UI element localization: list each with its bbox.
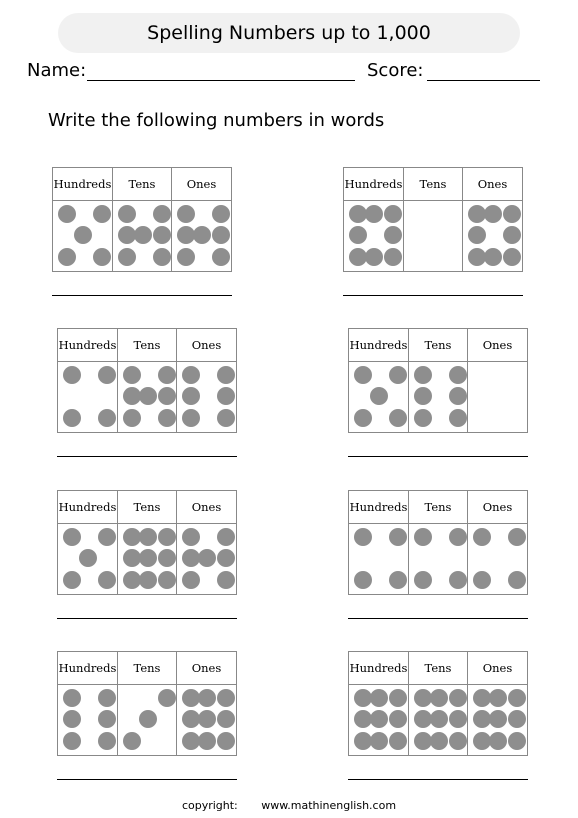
counter-dot <box>98 732 116 750</box>
column-header-hundreds: Hundreds <box>349 491 409 524</box>
counter-dot <box>139 571 157 589</box>
counter-dot <box>123 732 141 750</box>
counter-dot <box>389 732 407 750</box>
counter-dot <box>63 366 81 384</box>
counter-dot <box>98 571 116 589</box>
counter-dot <box>468 226 486 244</box>
counter-dot <box>93 205 111 223</box>
counter-dot <box>198 689 216 707</box>
name-field[interactable] <box>87 80 355 81</box>
column-header-hundreds: Hundreds <box>349 329 409 362</box>
counter-dot <box>508 732 526 750</box>
counter-dot <box>153 205 171 223</box>
counter-dot <box>389 689 407 707</box>
counter-dot <box>158 689 176 707</box>
counter-dot <box>503 205 521 223</box>
place-value-table <box>52 167 232 272</box>
counter-dot <box>414 528 432 546</box>
counter-dot <box>158 387 176 405</box>
counter-dot <box>430 732 448 750</box>
answer-line[interactable] <box>348 779 528 780</box>
answer-line[interactable] <box>52 295 232 296</box>
place-value-table <box>348 651 528 756</box>
counter-dot <box>430 689 448 707</box>
cell-tens <box>118 685 177 755</box>
counter-dot <box>217 366 235 384</box>
counter-dot <box>389 710 407 728</box>
cell-hundreds <box>58 685 118 755</box>
counter-dot <box>153 226 171 244</box>
place-value-table <box>57 490 237 595</box>
counter-dot <box>217 571 235 589</box>
counter-dot <box>98 710 116 728</box>
counter-dot <box>354 366 372 384</box>
counter-dot <box>349 226 367 244</box>
counter-dot <box>182 366 200 384</box>
counter-dot <box>473 571 491 589</box>
column-header-hundreds: Hundreds <box>344 168 404 201</box>
cell-ones <box>463 201 522 271</box>
counter-dot <box>489 732 507 750</box>
counter-dot <box>449 732 467 750</box>
cell-hundreds <box>349 362 409 432</box>
column-header-tens: Tens <box>113 168 172 201</box>
counter-dot <box>370 710 388 728</box>
counter-dot <box>182 409 200 427</box>
counter-dot <box>370 689 388 707</box>
counter-dot <box>182 571 200 589</box>
cell-tens <box>118 524 177 594</box>
counter-dot <box>354 571 372 589</box>
counter-dot <box>449 528 467 546</box>
cell-tens <box>409 524 468 594</box>
column-header-tens: Tens <box>409 491 468 524</box>
counter-dot <box>177 248 195 266</box>
counter-dot <box>212 226 230 244</box>
column-header-ones: Ones <box>468 652 527 685</box>
instruction-text: Write the following numbers in words <box>48 110 385 131</box>
cell-tens <box>409 362 468 432</box>
place-value-table <box>348 328 528 433</box>
counter-dot <box>134 226 152 244</box>
counter-dot <box>158 409 176 427</box>
counter-dot <box>384 205 402 223</box>
score-field[interactable] <box>427 80 540 81</box>
cell-ones <box>468 524 527 594</box>
counter-dot <box>503 226 521 244</box>
counter-dot <box>449 710 467 728</box>
answer-line[interactable] <box>348 456 528 457</box>
column-header-ones: Ones <box>177 652 236 685</box>
counter-dot <box>430 710 448 728</box>
cell-ones <box>177 524 236 594</box>
counter-dot <box>449 366 467 384</box>
counter-dot <box>153 248 171 266</box>
counter-dot <box>414 366 432 384</box>
counter-dot <box>63 571 81 589</box>
counter-dot <box>217 409 235 427</box>
place-value-table <box>348 490 528 595</box>
counter-dot <box>449 689 467 707</box>
counter-dot <box>158 366 176 384</box>
counter-dot <box>212 248 230 266</box>
cell-hundreds <box>53 201 113 271</box>
counter-dot <box>489 710 507 728</box>
counter-dot <box>370 732 388 750</box>
counter-dot <box>182 528 200 546</box>
name-score-row <box>27 60 557 84</box>
counter-dot <box>389 528 407 546</box>
counter-dot <box>123 409 141 427</box>
cell-tens <box>113 201 172 271</box>
column-header-hundreds: Hundreds <box>58 491 118 524</box>
counter-dot <box>217 387 235 405</box>
counter-dot <box>63 409 81 427</box>
column-header-hundreds: Hundreds <box>58 329 118 362</box>
counter-dot <box>139 549 157 567</box>
counter-dot <box>449 409 467 427</box>
counter-dot <box>508 710 526 728</box>
counter-dot <box>98 409 116 427</box>
counter-dot <box>98 689 116 707</box>
counter-dot <box>58 205 76 223</box>
counter-dot <box>365 205 383 223</box>
score-label: Score: <box>367 60 424 81</box>
counter-dot <box>158 528 176 546</box>
copyright-label: copyright: <box>181 799 238 812</box>
column-header-tens: Tens <box>118 491 177 524</box>
answer-line[interactable] <box>57 779 237 780</box>
counter-dot <box>217 689 235 707</box>
counter-dot <box>473 528 491 546</box>
counter-dot <box>384 248 402 266</box>
counter-dot <box>508 571 526 589</box>
cell-ones <box>468 685 527 755</box>
cell-hundreds <box>349 524 409 594</box>
answer-line[interactable] <box>343 295 523 296</box>
counter-dot <box>93 248 111 266</box>
counter-dot <box>414 409 432 427</box>
answer-line[interactable] <box>348 618 528 619</box>
column-header-ones: Ones <box>172 168 231 201</box>
counter-dot <box>384 226 402 244</box>
cell-hundreds <box>58 524 118 594</box>
column-header-tens: Tens <box>118 329 177 362</box>
counter-dot <box>139 710 157 728</box>
column-header-ones: Ones <box>177 329 236 362</box>
column-header-tens: Tens <box>404 168 463 201</box>
counter-dot <box>118 205 136 223</box>
counter-dot <box>118 248 136 266</box>
counter-dot <box>177 205 195 223</box>
counter-dot <box>484 248 502 266</box>
counter-dot <box>503 248 521 266</box>
counter-dot <box>198 549 216 567</box>
counter-dot <box>365 248 383 266</box>
column-header-hundreds: Hundreds <box>58 652 118 685</box>
cell-ones <box>177 685 236 755</box>
counter-dot <box>198 710 216 728</box>
counter-dot <box>389 571 407 589</box>
counter-dot <box>139 528 157 546</box>
column-header-tens: Tens <box>118 652 177 685</box>
counter-dot <box>123 366 141 384</box>
counter-dot <box>508 689 526 707</box>
counter-dot <box>79 549 97 567</box>
counter-dot <box>158 571 176 589</box>
cell-hundreds <box>349 685 409 755</box>
counter-dot <box>354 528 372 546</box>
counter-dot <box>217 710 235 728</box>
counter-dot <box>389 366 407 384</box>
worksheet-title: Spelling Numbers up to 1,000 <box>58 13 520 53</box>
counter-dot <box>182 387 200 405</box>
counter-dot <box>414 387 432 405</box>
column-header-hundreds: Hundreds <box>53 168 113 201</box>
cell-ones <box>177 362 236 432</box>
answer-line[interactable] <box>57 456 237 457</box>
counter-dot <box>449 387 467 405</box>
footer <box>0 799 578 812</box>
column-header-tens: Tens <box>409 652 468 685</box>
counter-dot <box>139 387 157 405</box>
counter-dot <box>217 732 235 750</box>
counter-dot <box>63 689 81 707</box>
counter-dot <box>489 689 507 707</box>
counter-dot <box>389 409 407 427</box>
column-header-tens: Tens <box>409 329 468 362</box>
cell-hundreds <box>344 201 404 271</box>
place-value-table <box>343 167 523 272</box>
column-header-ones: Ones <box>468 329 527 362</box>
counter-dot <box>354 409 372 427</box>
counter-dot <box>198 732 216 750</box>
column-header-ones: Ones <box>463 168 522 201</box>
place-value-table <box>57 328 237 433</box>
website-link[interactable]: www.mathinenglish.com <box>261 799 397 812</box>
cell-ones <box>468 362 527 432</box>
cell-tens <box>404 201 463 271</box>
counter-dot <box>449 571 467 589</box>
counter-dot <box>414 571 432 589</box>
counter-dot <box>74 226 92 244</box>
counter-dot <box>98 366 116 384</box>
counter-dot <box>370 387 388 405</box>
counter-dot <box>58 248 76 266</box>
column-header-hundreds: Hundreds <box>349 652 409 685</box>
place-value-table <box>57 651 237 756</box>
column-header-ones: Ones <box>468 491 527 524</box>
counter-dot <box>212 205 230 223</box>
counter-dot <box>217 549 235 567</box>
column-header-ones: Ones <box>177 491 236 524</box>
counter-dot <box>484 205 502 223</box>
cell-tens <box>409 685 468 755</box>
cell-ones <box>172 201 231 271</box>
counter-dot <box>508 528 526 546</box>
counter-dot <box>98 528 116 546</box>
cell-tens <box>118 362 177 432</box>
counter-dot <box>193 226 211 244</box>
counter-dot <box>63 710 81 728</box>
counter-dot <box>158 549 176 567</box>
counter-dot <box>217 528 235 546</box>
name-label: Name: <box>27 60 87 81</box>
counter-dot <box>63 732 81 750</box>
answer-line[interactable] <box>57 618 237 619</box>
cell-hundreds <box>58 362 118 432</box>
counter-dot <box>63 528 81 546</box>
